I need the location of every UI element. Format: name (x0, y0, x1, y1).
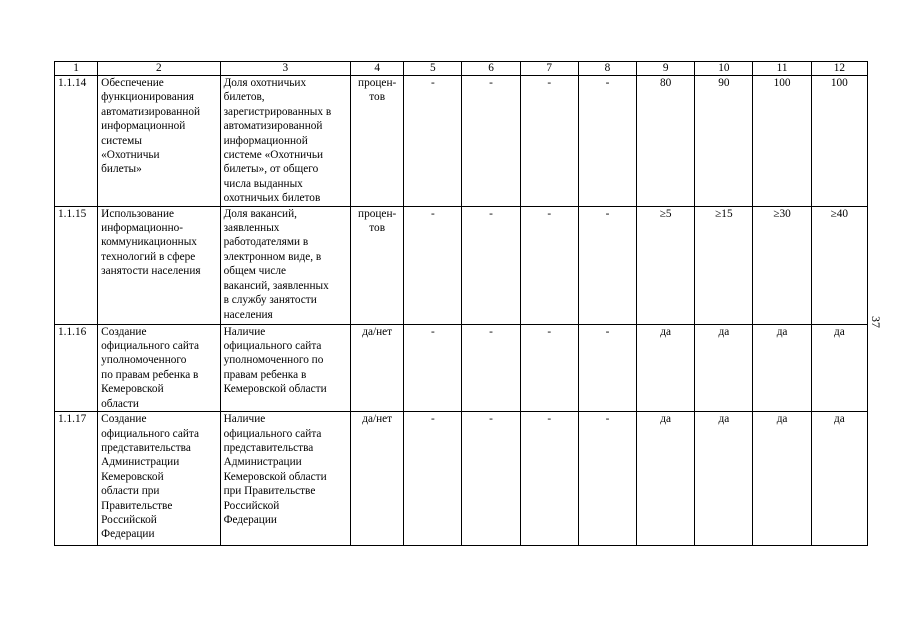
event-name-line: области при (101, 485, 160, 498)
event-name-line: билеты» (101, 163, 142, 176)
indicator-line: официального сайта (223, 340, 322, 353)
value-cell: - (462, 206, 520, 324)
indicator-line: системе «Охотничьи (223, 149, 324, 162)
value-cell: - (520, 412, 578, 546)
event-name-cell (98, 206, 220, 324)
indicator-line: Доля охотничьих (223, 77, 307, 89)
unit-line: да/нет (362, 413, 393, 426)
row-number-cell: 1.1.16 (55, 324, 98, 411)
row-number-cell: 1.1.15 (55, 206, 98, 324)
indicator-line: автоматизированной (223, 120, 323, 133)
value-cell: да (695, 324, 753, 411)
value-cell: - (404, 76, 462, 207)
value-cell: ≥5 (637, 206, 695, 324)
col-header: 5 (404, 62, 462, 76)
event-name-line: системы (101, 134, 142, 147)
value-cell: - (404, 206, 462, 324)
event-name-line: коммуникационных (101, 236, 197, 249)
indicator-line: Кемеровской области (223, 383, 327, 396)
indicator-line: Наличие (223, 413, 266, 426)
indicator-line: Российской (223, 499, 280, 512)
indicator-line: информационной (223, 134, 308, 147)
event-name-line: Обеспечение (101, 77, 164, 89)
indicator-line: при Правительстве (223, 485, 316, 498)
table-row (55, 76, 868, 207)
event-name-line: Правительстве (101, 499, 173, 512)
event-name-line: Администрации (101, 456, 180, 469)
indicator-line: Кемеровской области (223, 470, 327, 483)
col-header: 9 (637, 62, 695, 76)
value-cell: - (404, 412, 462, 546)
unit-line: процен- (358, 207, 397, 220)
indicator-line: электронном виде, в (223, 250, 322, 263)
value-cell: - (462, 412, 520, 546)
indicator-line: Федерации (223, 513, 277, 526)
event-name-line: области (101, 397, 139, 410)
value-cell: ≥15 (695, 206, 753, 324)
page-number: 37 (869, 316, 883, 328)
event-name-cell (98, 324, 220, 411)
value-cell: - (520, 206, 578, 324)
event-name-line: представительства (101, 441, 191, 454)
indicator-line: общем числе (223, 265, 287, 278)
value-cell: - (520, 76, 578, 207)
value-cell: да (637, 324, 695, 411)
indicator-cell (220, 412, 350, 546)
indicator-line: зарегистрированных в (223, 105, 332, 118)
indicator-line: представительства (223, 441, 314, 454)
indicator-line: населения (223, 308, 273, 321)
indicator-cell (220, 76, 350, 207)
event-name-line: Использование (101, 207, 175, 220)
value-cell: - (404, 324, 462, 411)
indicator-line: числа выданных (223, 177, 303, 190)
table-row (55, 206, 868, 324)
indicator-line: правам ребенка в (223, 368, 307, 381)
unit-cell (351, 324, 404, 411)
value-cell: да (811, 412, 867, 546)
unit-line: да/нет (362, 325, 393, 338)
value-cell: - (578, 206, 636, 324)
event-name-line: Создание (101, 413, 147, 426)
value-cell: да (753, 412, 811, 546)
value-cell: 90 (695, 76, 753, 207)
indicators-table (54, 61, 868, 546)
value-cell: ≥30 (753, 206, 811, 324)
value-cell: 100 (753, 76, 811, 207)
unit-line: тов (369, 222, 386, 235)
event-name-line: Федерации (101, 528, 155, 541)
event-name-line: Российской (101, 513, 157, 526)
event-name-line: информационной (101, 120, 186, 133)
row-number-cell: 1.1.17 (55, 412, 98, 546)
unit-cell (351, 412, 404, 546)
table-row (55, 324, 868, 411)
indicator-line: Доля вакансий, (223, 207, 297, 220)
col-header: 3 (220, 62, 350, 76)
value-cell: - (520, 324, 578, 411)
value-cell: ≥40 (811, 206, 867, 324)
value-cell: - (578, 324, 636, 411)
value-cell: 100 (811, 76, 867, 207)
event-name-line: официального сайта (101, 427, 199, 440)
event-name-line: информационно- (101, 222, 184, 235)
event-name-line: функционирования (101, 91, 194, 104)
indicator-line: Наличие (223, 325, 266, 338)
event-name-line: Создание (101, 325, 147, 338)
indicator-line: билеты», от общего (223, 163, 319, 176)
event-name-line: занятости населения (101, 265, 201, 278)
indicator-cell (220, 206, 350, 324)
col-header: 4 (351, 62, 404, 76)
col-header: 8 (578, 62, 636, 76)
value-cell: да (811, 324, 867, 411)
event-name-line: по правам ребенка в (101, 368, 199, 381)
value-cell: - (462, 76, 520, 207)
unit-line: процен- (358, 77, 397, 89)
event-name-cell (98, 412, 220, 546)
col-header: 7 (520, 62, 578, 76)
event-name-cell (98, 76, 220, 207)
col-header: 2 (98, 62, 220, 76)
event-name-line: Кемеровской (101, 470, 164, 483)
value-cell: да (753, 324, 811, 411)
event-name-line: официального сайта (101, 340, 199, 353)
value-cell: да (637, 412, 695, 546)
col-header: 11 (753, 62, 811, 76)
indicator-line: охотничьих билетов (223, 192, 321, 205)
indicator-line: официального сайта (223, 427, 322, 440)
value-cell: да (695, 412, 753, 546)
col-header: 10 (695, 62, 753, 76)
table-row (55, 412, 868, 546)
indicator-line: вакансий, заявленных (223, 279, 329, 292)
value-cell: - (462, 324, 520, 411)
unit-line: тов (369, 91, 386, 104)
value-cell: - (578, 76, 636, 207)
event-name-line: технологий в сфере (101, 250, 196, 263)
column-number-header-row (55, 62, 868, 76)
event-name-line: уполномоченного (101, 354, 187, 367)
indicator-line: заявленных (223, 222, 280, 235)
value-cell: - (578, 412, 636, 546)
row-number-cell: 1.1.14 (55, 76, 98, 207)
indicator-line: уполномоченного по (223, 354, 324, 367)
indicator-line: билетов, (223, 91, 265, 104)
event-name-line: «Охотничьи (101, 149, 160, 162)
indicator-line: работодателями в (223, 236, 309, 249)
unit-cell (351, 206, 404, 324)
event-name-line: автоматизированной (101, 105, 201, 118)
col-header: 1 (55, 62, 98, 76)
event-name-line: Кемеровской (101, 383, 164, 396)
indicator-line: в службу занятости (223, 294, 317, 307)
unit-cell (351, 76, 404, 207)
indicator-cell (220, 324, 350, 411)
col-header: 12 (811, 62, 867, 76)
value-cell: 80 (637, 76, 695, 207)
col-header: 6 (462, 62, 520, 76)
indicator-line: Администрации (223, 456, 302, 469)
